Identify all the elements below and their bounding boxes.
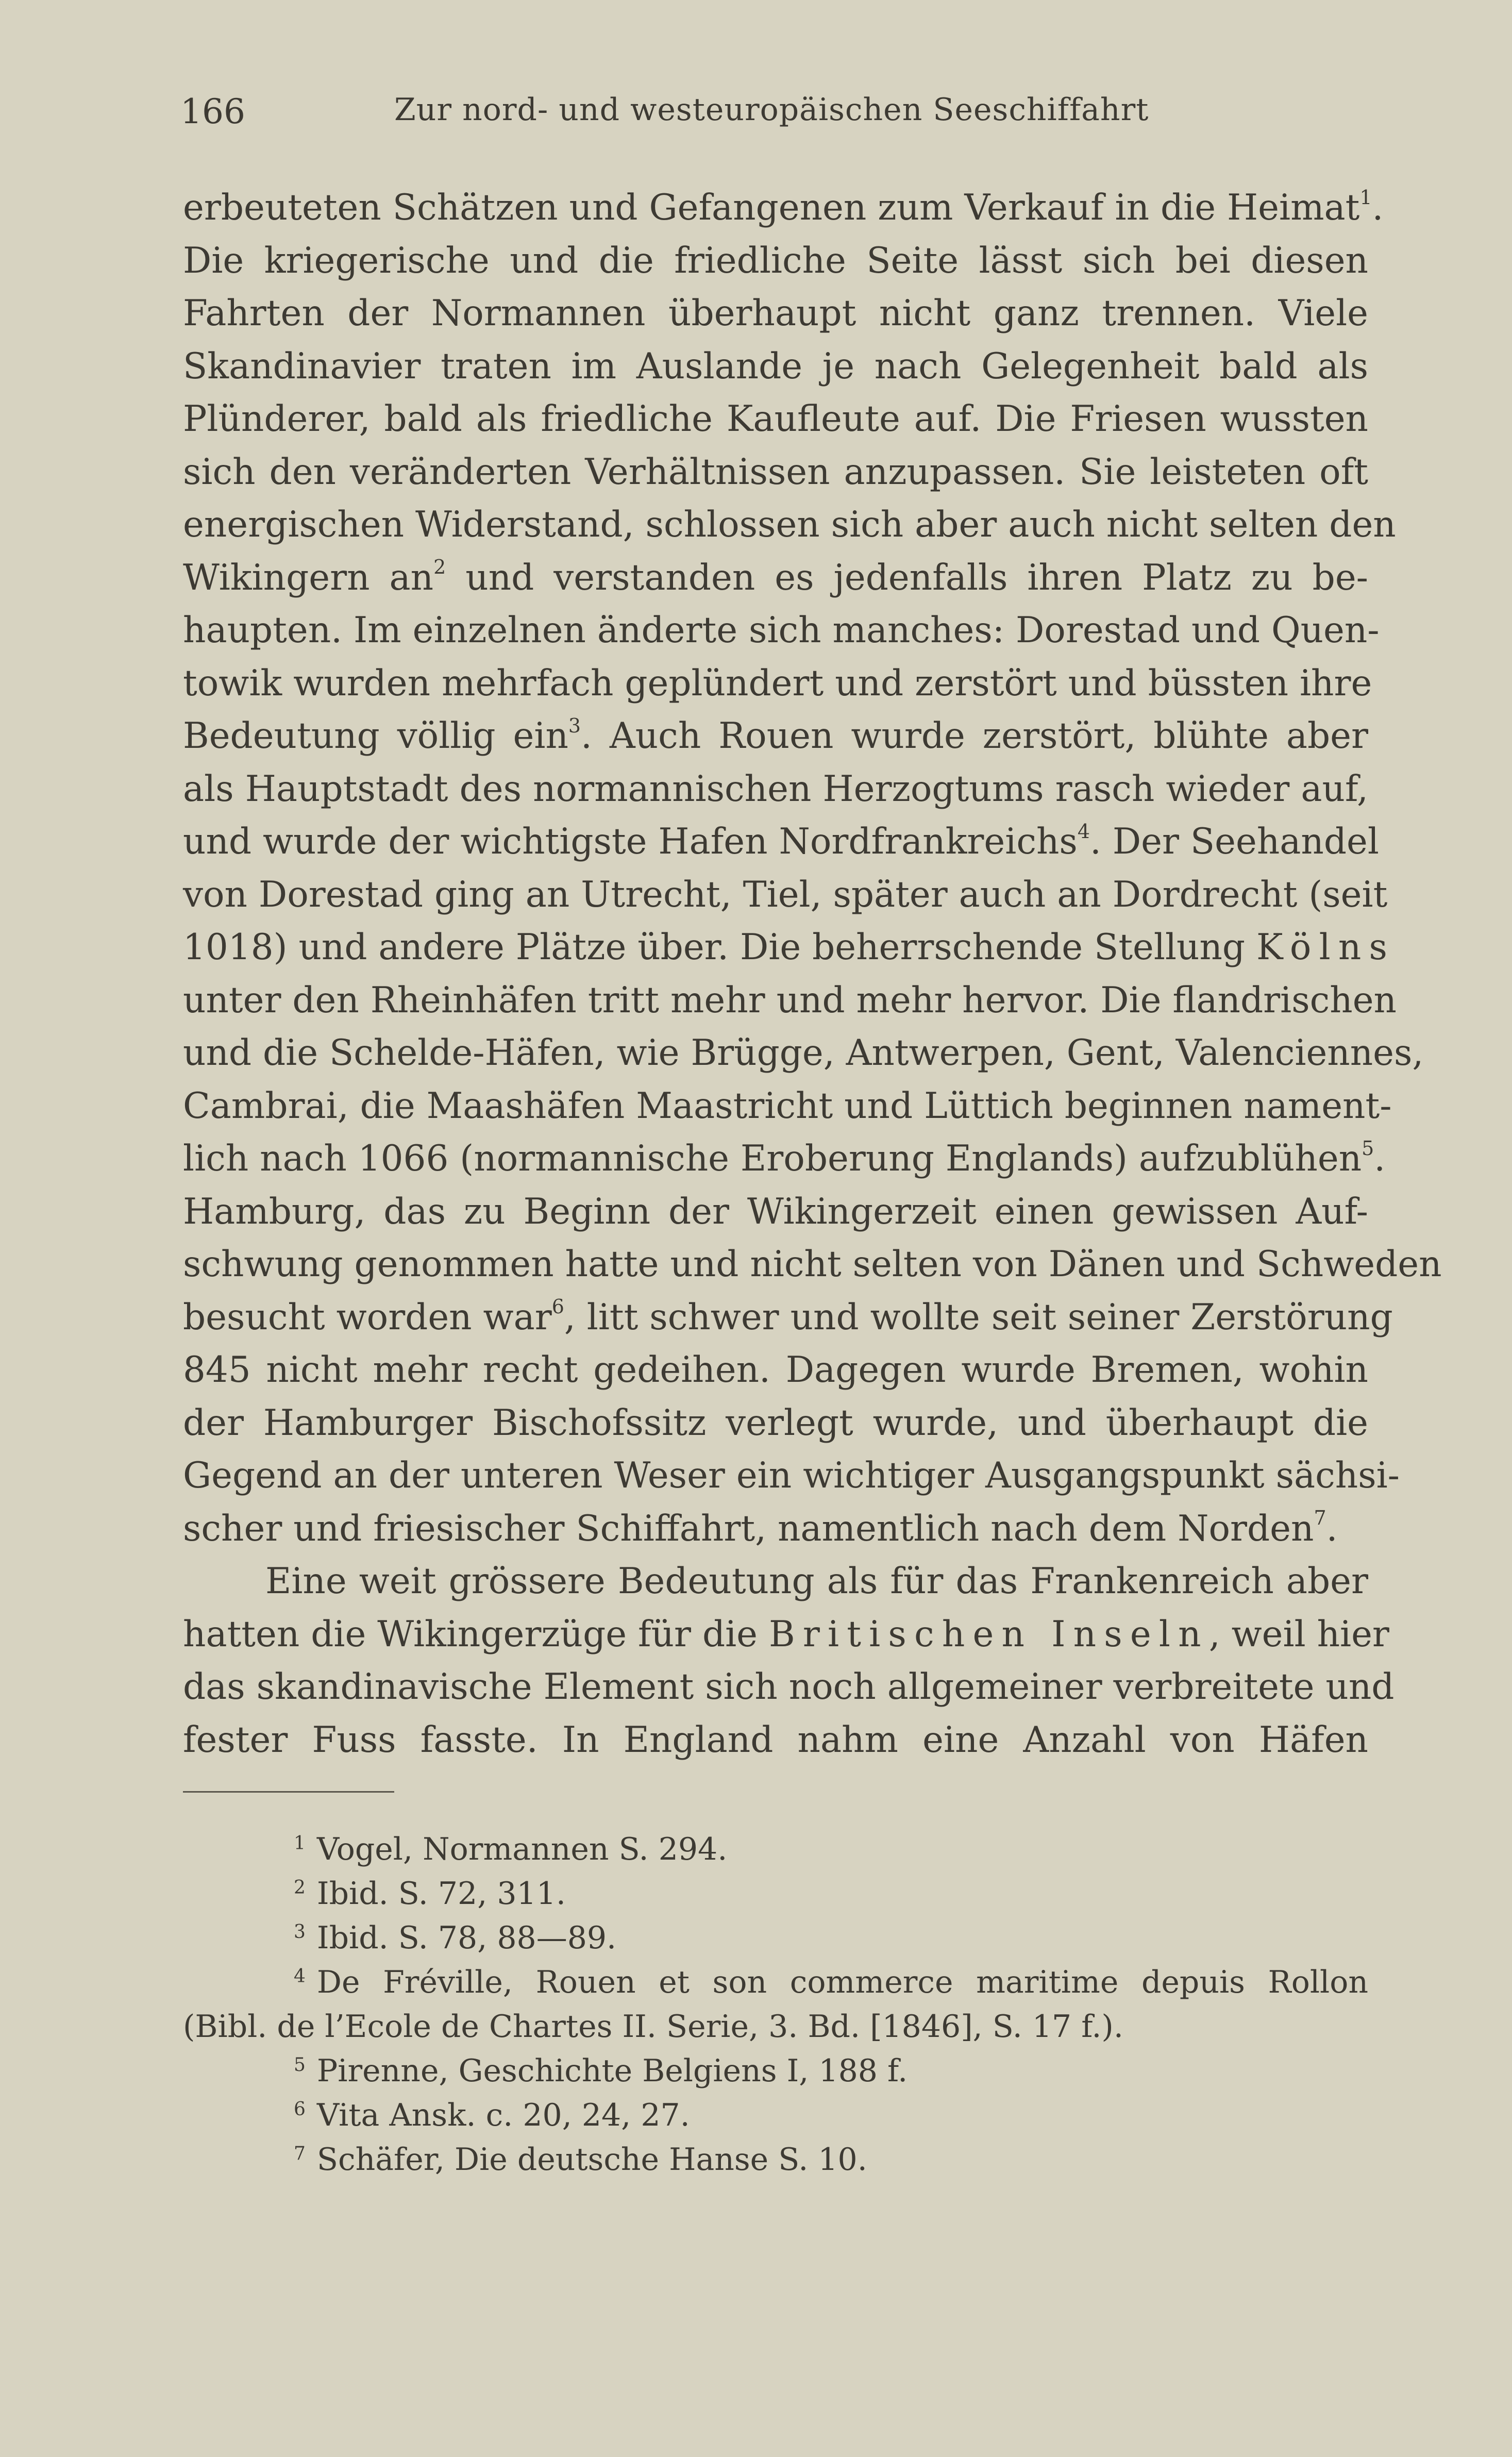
footnote-divider xyxy=(183,1791,394,1793)
text-line: Gegend an der unteren Weser ein wichtiger Ausgangspunkt sächsi- xyxy=(183,1455,1400,1496)
text-line: 845 nicht mehr recht gedeihen. Dagegen wurde Bremen, wohin xyxy=(183,1349,1368,1391)
text-line: und wurde der wichtigste Hafen Nordfrankreichs$^4$. Der Seehandel xyxy=(183,820,1379,862)
footnote: $^5$ Pirenne, Geschichte Belgiens I, 188 f. xyxy=(294,2053,908,2089)
text-line: Eine weit grössere Bedeutung als für das Frankenreich aber xyxy=(265,1561,1368,1602)
footnote: $^7$ Schäfer, Die deutsche Hanse S. 10. xyxy=(294,2142,867,2178)
text-line: von Dorestad ging an Utrecht, Tiel, später auch an Dordrecht (seit xyxy=(183,874,1388,915)
text-line: Die kriegerische und die friedliche Seite lässt sich bei diesen xyxy=(183,240,1368,281)
text-line: haupten. Im einzelnen änderte sich manches: Dorestad und Quen- xyxy=(183,610,1380,651)
text-line: fester Fuss fasste. In England nahm eine Anzahl von Häfen xyxy=(183,1719,1368,1761)
footnote: $^3$ Ibid. S. 78, 88—89. xyxy=(294,1920,617,1956)
footnote-ref: 5 xyxy=(1362,1136,1374,1160)
footnote-ref: 2 xyxy=(433,556,446,579)
text-line: sich den veränderten Verhältnissen anzupassen. Sie leisteten oft xyxy=(183,451,1368,493)
footnote: $^2$ Ibid. S. 72, 311. xyxy=(294,1876,566,1912)
spaced-emphasis: Britischen Inseln xyxy=(768,1613,1209,1655)
footnote-ref: 4 xyxy=(1077,820,1090,843)
footnote-continuation: (Bibl. de l’Ecole de Chartes II. Serie, 3. Bd. [1846], S. 17 f.). xyxy=(183,2009,1123,2045)
footnote-ref: 6 xyxy=(551,1295,564,1318)
text-line: als Hauptstadt des normannischen Herzogtums rasch wieder auf, xyxy=(183,768,1368,810)
text-line: towik wurden mehrfach geplündert und zerstört und büssten ihre xyxy=(183,662,1372,704)
text-line: unter den Rheinhäfen tritt mehr und mehr hervor. Die flandrischen xyxy=(183,979,1397,1021)
text-line: schwung genommen hatte und nicht selten von Dänen und Schweden xyxy=(183,1244,1442,1285)
body-text xyxy=(183,181,1442,1766)
footnote: $^1$ Vogel, Normannen S. 294. xyxy=(294,1831,728,1867)
text-line: Plünderer, bald als friedliche Kaufleute auf. Die Friesen wussten xyxy=(183,398,1368,440)
footnote: $^4$ De Fréville, Rouen et son commerce maritime depuis Rollon xyxy=(294,1964,1368,2000)
footnote: $^6$ Vita Ansk. c. 20, 24, 27. xyxy=(294,2097,690,2133)
footnote-ref: 3 xyxy=(568,714,581,737)
text-line: das skandinavische Element sich noch allgemeiner verbreitete und xyxy=(183,1666,1395,1708)
text-line: und die Schelde-Häfen, wie Brügge, Antwerpen, Gent, Valenciennes, xyxy=(183,1032,1424,1074)
text-line: energischen Widerstand, schlossen sich aber auch nicht selten den xyxy=(183,504,1396,545)
page-header xyxy=(180,92,1366,143)
text-line: 1018) und andere Plätze über. Die beherrschende Stellung Kölns xyxy=(183,927,1396,968)
text-line: besucht worden war$^6$, litt schwer und wollte seit seiner Zerstörung xyxy=(183,1295,1393,1338)
text-line: Fahrten der Normannen überhaupt nicht ganz trennen. Viele xyxy=(183,293,1368,334)
footnote-ref: 1 xyxy=(1359,186,1372,209)
text-line: Wikingern $an^2$ und verstanden es jedenfalls ihren Platz zu be- xyxy=(183,556,1368,598)
text-line: scher und friesischer Schiffahrt, namentlich nach dem Norden$^7$. xyxy=(183,1507,1338,1549)
footnotes xyxy=(183,1827,1368,2182)
footnote-ref: 7 xyxy=(1314,1507,1326,1530)
page-number: 166 xyxy=(180,92,245,131)
text-line: Hamburg, das zu Beginn der Wikingerzeit einen gewissen Auf- xyxy=(183,1191,1368,1232)
text-line: erbeuteten Schätzen und Gefangenen zum Verkauf in die Heimat$^1$. xyxy=(183,186,1384,228)
text-line: lich nach 1066 (normannische Eroberung Englands) aufzublühen$^5$. xyxy=(183,1136,1386,1179)
running-title: Zur nord- und westeuropäischen Seeschiffahrt xyxy=(394,92,1149,128)
spaced-emphasis: Kölns xyxy=(1256,927,1396,968)
text-line: Bedeutung völlig ein$^3$. Auch Rouen wurde zerstört, blühte aber xyxy=(183,714,1368,757)
text-line: der Hamburger Bischofssitz verlegt wurde, und überhaupt die xyxy=(183,1402,1368,1444)
text-line: hatten die Wikingerzüge für die Britischen Inseln, weil hier xyxy=(183,1613,1389,1655)
text-line: Cambrai, die Maashäfen Maastricht und Lüttich beginnen nament- xyxy=(183,1085,1392,1127)
text-line: Skandinavier traten im Auslande je nach Gelegenheit bald als xyxy=(183,345,1368,387)
